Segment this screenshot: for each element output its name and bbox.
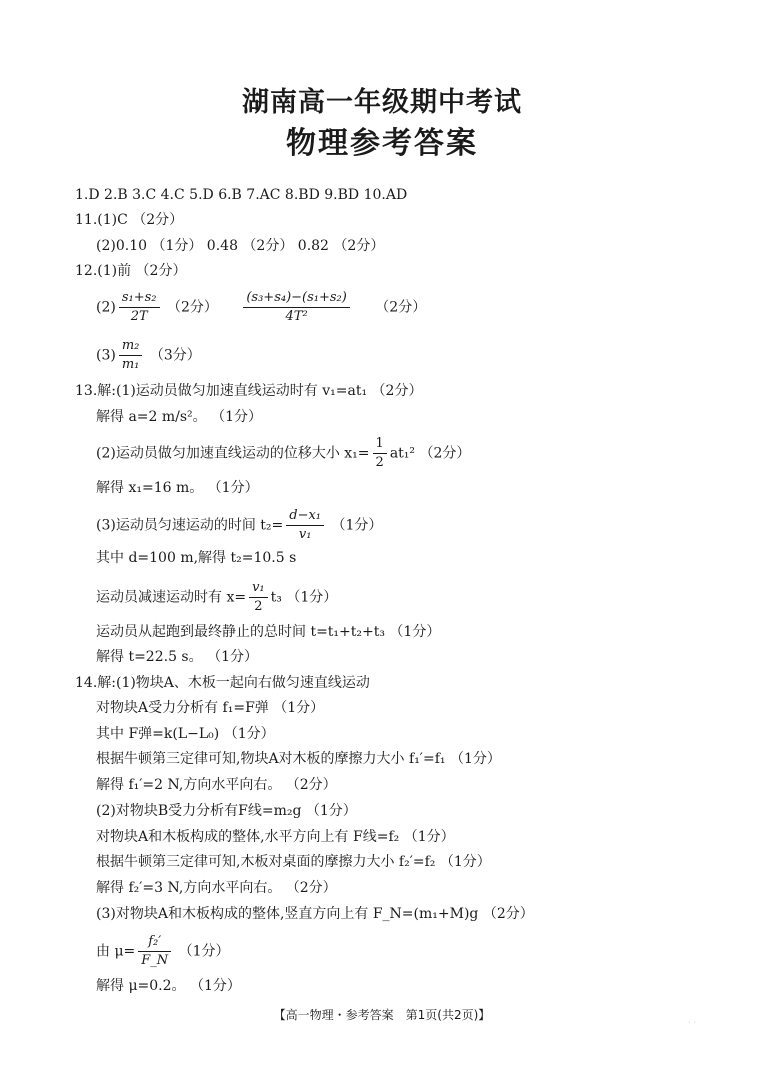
q14-line-6: (2)对物块B受力分析有F线=m₂g （1分） — [96, 803, 357, 819]
q13-line-7 — [96, 580, 337, 615]
mc-answers: 1.D 2.B 3.C 4.C 5.D 6.B 7.AC 8.BD 9.BD 10.AD — [75, 187, 408, 203]
q13-line-7-tail: t₃ （1分） — [270, 589, 338, 606]
fraction-numerator: m₂ — [119, 338, 143, 356]
q11-line-2: (2)0.10 （1分） 0.48 （2分） 0.82 （2分） — [96, 238, 385, 254]
q14-line-11 — [96, 934, 230, 969]
q14-fraction-mu — [138, 934, 171, 969]
fraction-numerator: d−x₁ — [286, 508, 324, 526]
q14-line-3: 其中 F弹=k(L−L₀) （1分） — [96, 726, 275, 742]
q12-fraction-1 — [119, 290, 160, 325]
q14-line-5: 解得 f₁′=2 N,方向水平向右。 （2分） — [96, 777, 337, 793]
page-subtitle: 物理参考答案 — [286, 126, 478, 161]
fraction-denominator: 4T² — [285, 309, 308, 324]
page-footer: 【高一物理・参考答案 第1页(共2页)】 — [273, 1008, 491, 1022]
q12-line-1: 12.(1)前 （2分） — [75, 263, 187, 279]
q14-line-4: 根据牛顿第三定律可知,物块A对木板的摩擦力大小 f₁′=f₁ （1分） — [96, 751, 501, 767]
fraction-denominator: 2 — [375, 455, 384, 470]
q13-fraction-half — [373, 436, 387, 471]
q12-part2-prefix: (2) — [96, 299, 116, 316]
q14-line-1: 14.解:(1)物块A、木板一起向右做匀速直线运动 — [75, 675, 370, 691]
score: （2分） — [166, 299, 218, 316]
fraction-denominator: v₁ — [298, 527, 312, 542]
q13-line-3 — [96, 436, 470, 471]
q13-line-5-text: (3)运动员匀速运动的时间 t₂= — [96, 517, 284, 534]
fraction-denominator: 2T — [130, 309, 148, 324]
q13-fraction-time — [286, 508, 324, 543]
q14-line-9: 解得 f₂′=3 N,方向水平向右。 （2分） — [96, 880, 337, 896]
fraction-numerator: (s₃+s₄)−(s₁+s₂) — [243, 290, 350, 308]
q13-line-7-text: 运动员减速运动时有 x= — [96, 589, 247, 606]
fraction-denominator: 2 — [254, 599, 263, 614]
q13-fraction-velocity — [249, 580, 268, 615]
q14-line-10: (3)对物块A和木板构成的整体,竖直方向上有 F_N=(m₁+M)g （2分） — [96, 906, 534, 922]
q14-line-11-tail: （1分） — [174, 943, 230, 960]
q12-fraction-3 — [119, 338, 143, 373]
q12-part3-prefix: (3) — [96, 347, 116, 364]
fraction-numerator: s₁+s₂ — [119, 290, 160, 308]
q13-line-1: 13.解:(1)运动员做匀加速直线运动时有 v₁=at₁ （2分） — [75, 383, 423, 399]
q13-line-8: 运动员从起跑到最终静止的总时间 t=t₁+t₂+t₃ （1分） — [96, 624, 441, 640]
q14-line-12: 解得 μ=0.2。 （1分） — [96, 978, 241, 994]
q14-line-11-text: 由 μ= — [96, 943, 136, 960]
fraction-denominator: F_N — [141, 953, 169, 968]
q12-line-2 — [96, 290, 426, 325]
q12-fraction-2 — [243, 290, 350, 325]
q13-line-9: 解得 t=22.5 s。 （1分） — [96, 649, 258, 665]
q11-line-1: 11.(1)C （2分） — [75, 212, 184, 228]
q13-line-2: 解得 a=2 m/s²。 （1分） — [96, 409, 263, 425]
page-title: 湖南高一年级期中考试 — [242, 87, 522, 118]
score: （3分） — [149, 347, 201, 364]
q14-line-2: 对物块A受力分析有 f₁=F弹 （1分） — [96, 700, 325, 716]
q13-line-3-text: (2)运动员做匀加速直线运动的位移大小 x₁= — [96, 445, 370, 462]
fraction-numerator: 1 — [373, 436, 387, 454]
q12-line-3 — [96, 338, 201, 373]
q13-line-4: 解得 x₁=16 m。 （1分） — [96, 480, 259, 496]
q14-line-7: 对物块A和木板构成的整体,水平方向上有 F线=f₂ （1分） — [96, 829, 455, 845]
watermark: · · — [688, 1018, 696, 1027]
q13-line-6: 其中 d=100 m,解得 t₂=10.5 s — [96, 550, 297, 566]
q13-line-5-tail: （1分） — [327, 517, 383, 534]
fraction-denominator: m₁ — [121, 357, 140, 372]
fraction-numerator: v₁ — [249, 580, 268, 598]
fraction-numerator: f₂′ — [138, 934, 171, 952]
q14-line-8: 根据牛顿第三定律可知,木板对桌面的摩擦力大小 f₂′=f₂ （1分） — [96, 854, 491, 870]
q13-line-5 — [96, 508, 382, 543]
score: （2分） — [375, 299, 427, 316]
q13-line-3-tail: at₁² （2分） — [389, 445, 471, 462]
